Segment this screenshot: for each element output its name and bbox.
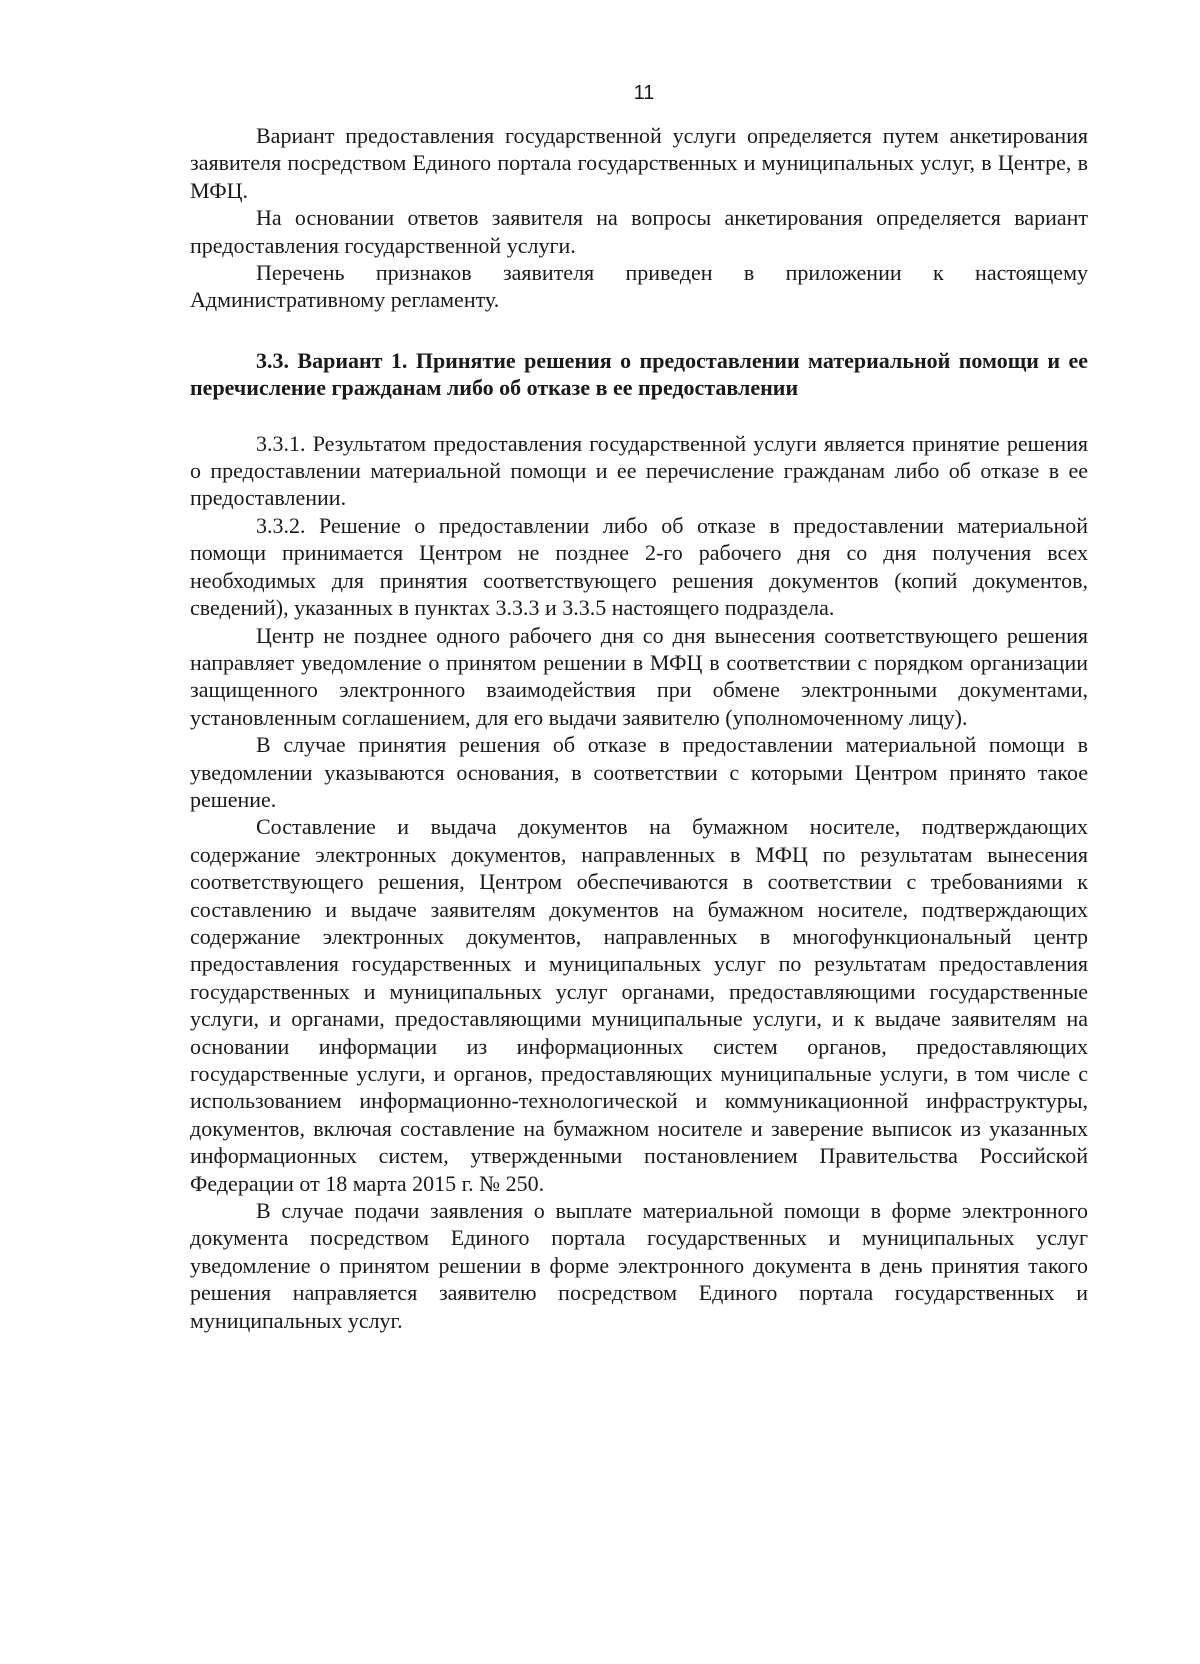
body-paragraph: В случае подачи заявления о выплате материальной помощи в форме электронного документа посредством Единого портала государственных и муниципальных услуг уведомление о принятом решении в форме электронного документа в день принятия такого решения направляется заявителю посредством Единого портала государственных и муниципальных услуг. [190, 1198, 1088, 1333]
body-paragraph: Составление и выдача документов на бумажном носителе, подтверждающих содержание электронных документов, направленных в МФЦ по результатам вынесения соответствующего решения, Центром обеспечиваются в соответствии с требованиями к составлению и выдаче заявителям документов на бумажном носителе, подтверждающих содержание электронных документов, направленных в многофункциональный центр предоставления государственных и муниципальных услуг по результатам предоставления государственных и муниципальных услуг органами, предоставляющими государственные услуги, и органами, предоставляющими муниципальные услуги, и к выдаче заявителям на основании информации из информационных систем органов, предоставляющих государственные услуги, и органов, предоставляющих муниципальные услуги, в том числе с использованием информационно-технологической и коммуникационной инфраструктуры, документов, включая составление на бумажном носителе и заверение выписок из указанных информационных систем, утвержденными постановлением Правительства Российской Федерации от 18 марта 2015 г. № 250. [190, 814, 1088, 1196]
body-paragraph: Центр не позднее одного рабочего дня со дня вынесения соответствующего решения направляет уведомление о принятом решении в МФЦ в соответствии с порядком организации защищенного электронного взаимодействия при обмене электронными документами, установленным соглашением, для его выдачи заявителю (уполномоченному лицу). [190, 622, 1088, 730]
body-paragraph: В случае принятия решения об отказе в предоставлении материальной помощи в уведомлении указываются основания, в соответствии с которыми Центром принято такое решение. [190, 732, 1088, 812]
section-heading: 3.3. Вариант 1. Принятие решения о предоставлении материальной помощи и ее перечисление гражданам либо об отказе в ее предоставлении [190, 347, 1088, 401]
page-number: 11 [633, 82, 655, 104]
intro-paragraph: Вариант предоставления государственной услуги определяется путем анкетирования заявителя посредством Единого портала государственных и муниципальных услуг, в Центре, в МФЦ. [190, 123, 1088, 203]
document-body [190, 122, 1088, 1334]
body-paragraph: 3.3.1. Результатом предоставления государственной услуги является принятие решения о предоставлении материальной помощи и ее перечисление гражданам либо об отказе в ее предоставлении. [190, 430, 1088, 511]
intro-paragraph: На основании ответов заявителя на вопросы анкетирования определяется вариант предоставления государственной услуги. [190, 205, 1088, 258]
intro-paragraph: Перечень признаков заявителя приведен в приложении к настоящему Административному регламенту. [190, 260, 1088, 313]
body-paragraph: 3.3.2. Решение о предоставлении либо об отказе в предоставлении материальной помощи принимается Центром не позднее 2-го рабочего дня со дня получения всех необходимых для принятия соответствующего решения документов (копий документов, сведений), указанных в пунктах 3.3.3 и 3.3.5 настоящего подраздела. [190, 512, 1088, 621]
